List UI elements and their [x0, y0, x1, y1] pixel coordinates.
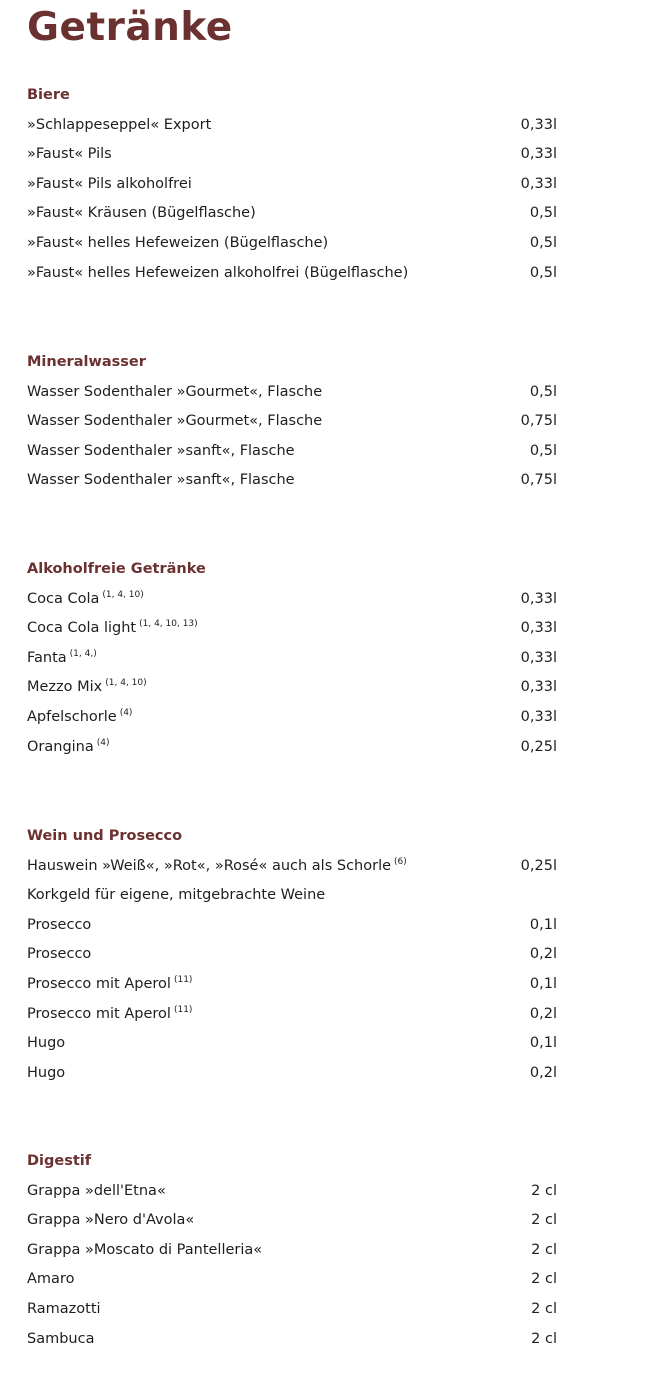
allergen-note: (1, 4,) [69, 648, 97, 659]
item-name-text: Coca Cola light [27, 620, 137, 637]
menu-item [27, 1206, 587, 1236]
item-volume: 0,1l [529, 916, 557, 933]
menu-item [27, 259, 587, 289]
item-volume: 0,1l [529, 975, 557, 992]
item-name-text: Grappa »Moscato di Pantelleria« [27, 1241, 263, 1258]
item-name [27, 1206, 194, 1236]
section-alkoholfreie-getraenke [27, 555, 587, 762]
item-volume: 0,25l [520, 857, 557, 874]
item-name-text: Hauswein »Weiß«, »Rot«, »Rosé« auch als Schorle [27, 857, 392, 874]
item-name [27, 733, 110, 763]
allergen-note: (6) [394, 856, 407, 867]
menu-item [27, 970, 587, 1000]
allergen-note: (1, 4, 10) [102, 589, 144, 600]
item-name-text: »Faust« helles Hefeweizen alkoholfrei (Bügelflasche) [27, 264, 409, 281]
menu-item [27, 614, 587, 644]
menu-item [27, 703, 587, 733]
item-name [27, 170, 192, 200]
allergen-note: (4) [96, 737, 110, 748]
menu-item [27, 940, 587, 970]
section-title: Digestif [27, 1153, 92, 1169]
item-name [27, 407, 322, 437]
item-name [27, 140, 112, 170]
item-name-text: Wasser Sodenthaler »sanft«, Flasche [27, 442, 295, 459]
item-name-text: Prosecco [27, 916, 92, 933]
item-name-text: Fanta [27, 649, 67, 666]
menu-item [27, 911, 587, 941]
item-name [27, 940, 91, 970]
menu-item [27, 585, 587, 615]
item-name [27, 614, 198, 644]
item-name-text: »Faust« Pils alkoholfrei [27, 175, 192, 192]
item-volume: 2 cl [531, 1271, 557, 1288]
item-name-text: Amaro [27, 1271, 75, 1288]
item-name-text: Ramazotti [27, 1300, 101, 1317]
item-name [27, 970, 192, 1000]
item-name [27, 1029, 65, 1059]
item-name [27, 1295, 101, 1325]
menu-item [27, 199, 587, 229]
item-volume: 2 cl [531, 1182, 557, 1199]
menu-item [27, 673, 587, 703]
menu-item [27, 466, 587, 496]
item-name-text: Wasser Sodenthaler »Gourmet«, Flasche [27, 383, 323, 400]
menu-item [27, 644, 587, 674]
section-title: Alkoholfreie Getränke [27, 561, 206, 577]
menu-item [27, 170, 587, 200]
item-volume: 0,5l [529, 234, 557, 251]
menu-item [27, 229, 587, 259]
item-name-text: Prosecco mit Aperol [27, 1005, 171, 1022]
item-volume: 0,5l [529, 205, 557, 222]
item-name [27, 437, 295, 467]
item-name [27, 852, 407, 882]
allergen-note: (1, 4, 10) [105, 678, 147, 689]
section-title: Wein und Prosecco [27, 828, 183, 844]
item-name-text: Mezzo Mix [27, 679, 103, 696]
item-name-text: Apfelschorle [27, 708, 117, 725]
section-mineralwasser [27, 348, 587, 496]
menu-item [27, 1325, 587, 1355]
item-volume: 0,5l [529, 264, 557, 281]
allergen-note: (11) [173, 974, 193, 985]
item-volume: 0,1l [529, 1035, 557, 1052]
item-volume: 0,5l [529, 442, 557, 459]
allergen-note: (11) [173, 1004, 193, 1015]
menu-item [27, 437, 587, 467]
menu-item [27, 852, 587, 882]
menu-item [27, 1295, 587, 1325]
item-volume: 0,5l [529, 383, 557, 400]
menu-item [27, 1177, 587, 1207]
item-volume: 0,33l [520, 146, 557, 163]
item-name-text: Korkgeld für eigene, mitgebrachte Weine [27, 887, 326, 904]
item-name-text: »Schlappeseppel« Export [27, 116, 212, 133]
section-title: Biere [27, 87, 70, 103]
menu-item [27, 881, 587, 911]
allergen-note: (1, 4, 10, 13) [139, 619, 198, 630]
item-name-text: Orangina [27, 738, 94, 755]
item-name-text: »Faust« Kräusen (Bügelflasche) [27, 205, 256, 222]
item-name-text: Grappa »dell'Etna« [27, 1182, 166, 1199]
item-name [27, 585, 144, 615]
item-volume: 0,2l [529, 1064, 557, 1081]
item-name [27, 466, 295, 496]
section-biere [27, 81, 587, 288]
item-name [27, 1059, 65, 1089]
menu-item [27, 1236, 587, 1266]
item-volume: 0,33l [520, 649, 557, 666]
section-title: Mineralwasser [27, 354, 146, 370]
menu-item [27, 1059, 587, 1089]
item-volume: 0,33l [520, 679, 557, 696]
item-volume: 0,2l [529, 946, 557, 963]
item-name-text: »Faust« Pils [27, 146, 112, 163]
item-name-text: Coca Cola [27, 590, 100, 607]
item-volume: 0,2l [529, 1005, 557, 1022]
item-name-text: Wasser Sodenthaler »sanft«, Flasche [27, 472, 295, 489]
item-name-text: Grappa »Nero d'Avola« [27, 1212, 195, 1229]
item-name [27, 259, 408, 289]
item-volume: 2 cl [531, 1241, 557, 1258]
item-name-text: »Faust« helles Hefeweizen (Bügelflasche) [27, 234, 329, 251]
item-name [27, 1000, 192, 1030]
menu-item [27, 1000, 587, 1030]
item-volume: 0,33l [520, 116, 557, 133]
item-name [27, 229, 328, 259]
item-name [27, 1177, 166, 1207]
item-volume: 0,33l [520, 175, 557, 192]
menu-item [27, 1265, 587, 1295]
menu-item [27, 407, 587, 437]
item-volume: 0,33l [520, 620, 557, 637]
menu-item [27, 378, 587, 408]
page-title: Getränke [27, 5, 233, 50]
item-volume: 0,25l [520, 738, 557, 755]
item-name-text: Wasser Sodenthaler »Gourmet«, Flasche [27, 413, 323, 430]
menu-item [27, 140, 587, 170]
menu-item [27, 111, 587, 141]
item-name [27, 111, 211, 141]
item-volume: 2 cl [531, 1330, 557, 1347]
allergen-note: (4) [119, 707, 133, 718]
item-name [27, 881, 325, 911]
item-volume: 0,33l [520, 590, 557, 607]
menu-item [27, 733, 587, 763]
item-name [27, 673, 147, 703]
item-volume: 2 cl [531, 1300, 557, 1317]
item-name [27, 199, 256, 229]
section-wein-und-prosecco [27, 822, 587, 1088]
item-name [27, 378, 322, 408]
section-digestif [27, 1147, 587, 1354]
item-volume: 0,75l [520, 472, 557, 489]
item-name [27, 1236, 262, 1266]
item-name [27, 1265, 74, 1295]
item-name-text: Sambuca [27, 1330, 95, 1347]
item-name [27, 703, 132, 733]
item-volume: 0,75l [520, 413, 557, 430]
item-name-text: Hugo [27, 1035, 66, 1052]
item-name [27, 1325, 94, 1355]
item-volume: 0,33l [520, 708, 557, 725]
item-name-text: Hugo [27, 1064, 66, 1081]
item-name [27, 911, 91, 941]
item-name [27, 644, 97, 674]
item-volume: 2 cl [531, 1212, 557, 1229]
menu-item [27, 1029, 587, 1059]
item-name-text: Prosecco [27, 946, 92, 963]
item-name-text: Prosecco mit Aperol [27, 975, 171, 992]
